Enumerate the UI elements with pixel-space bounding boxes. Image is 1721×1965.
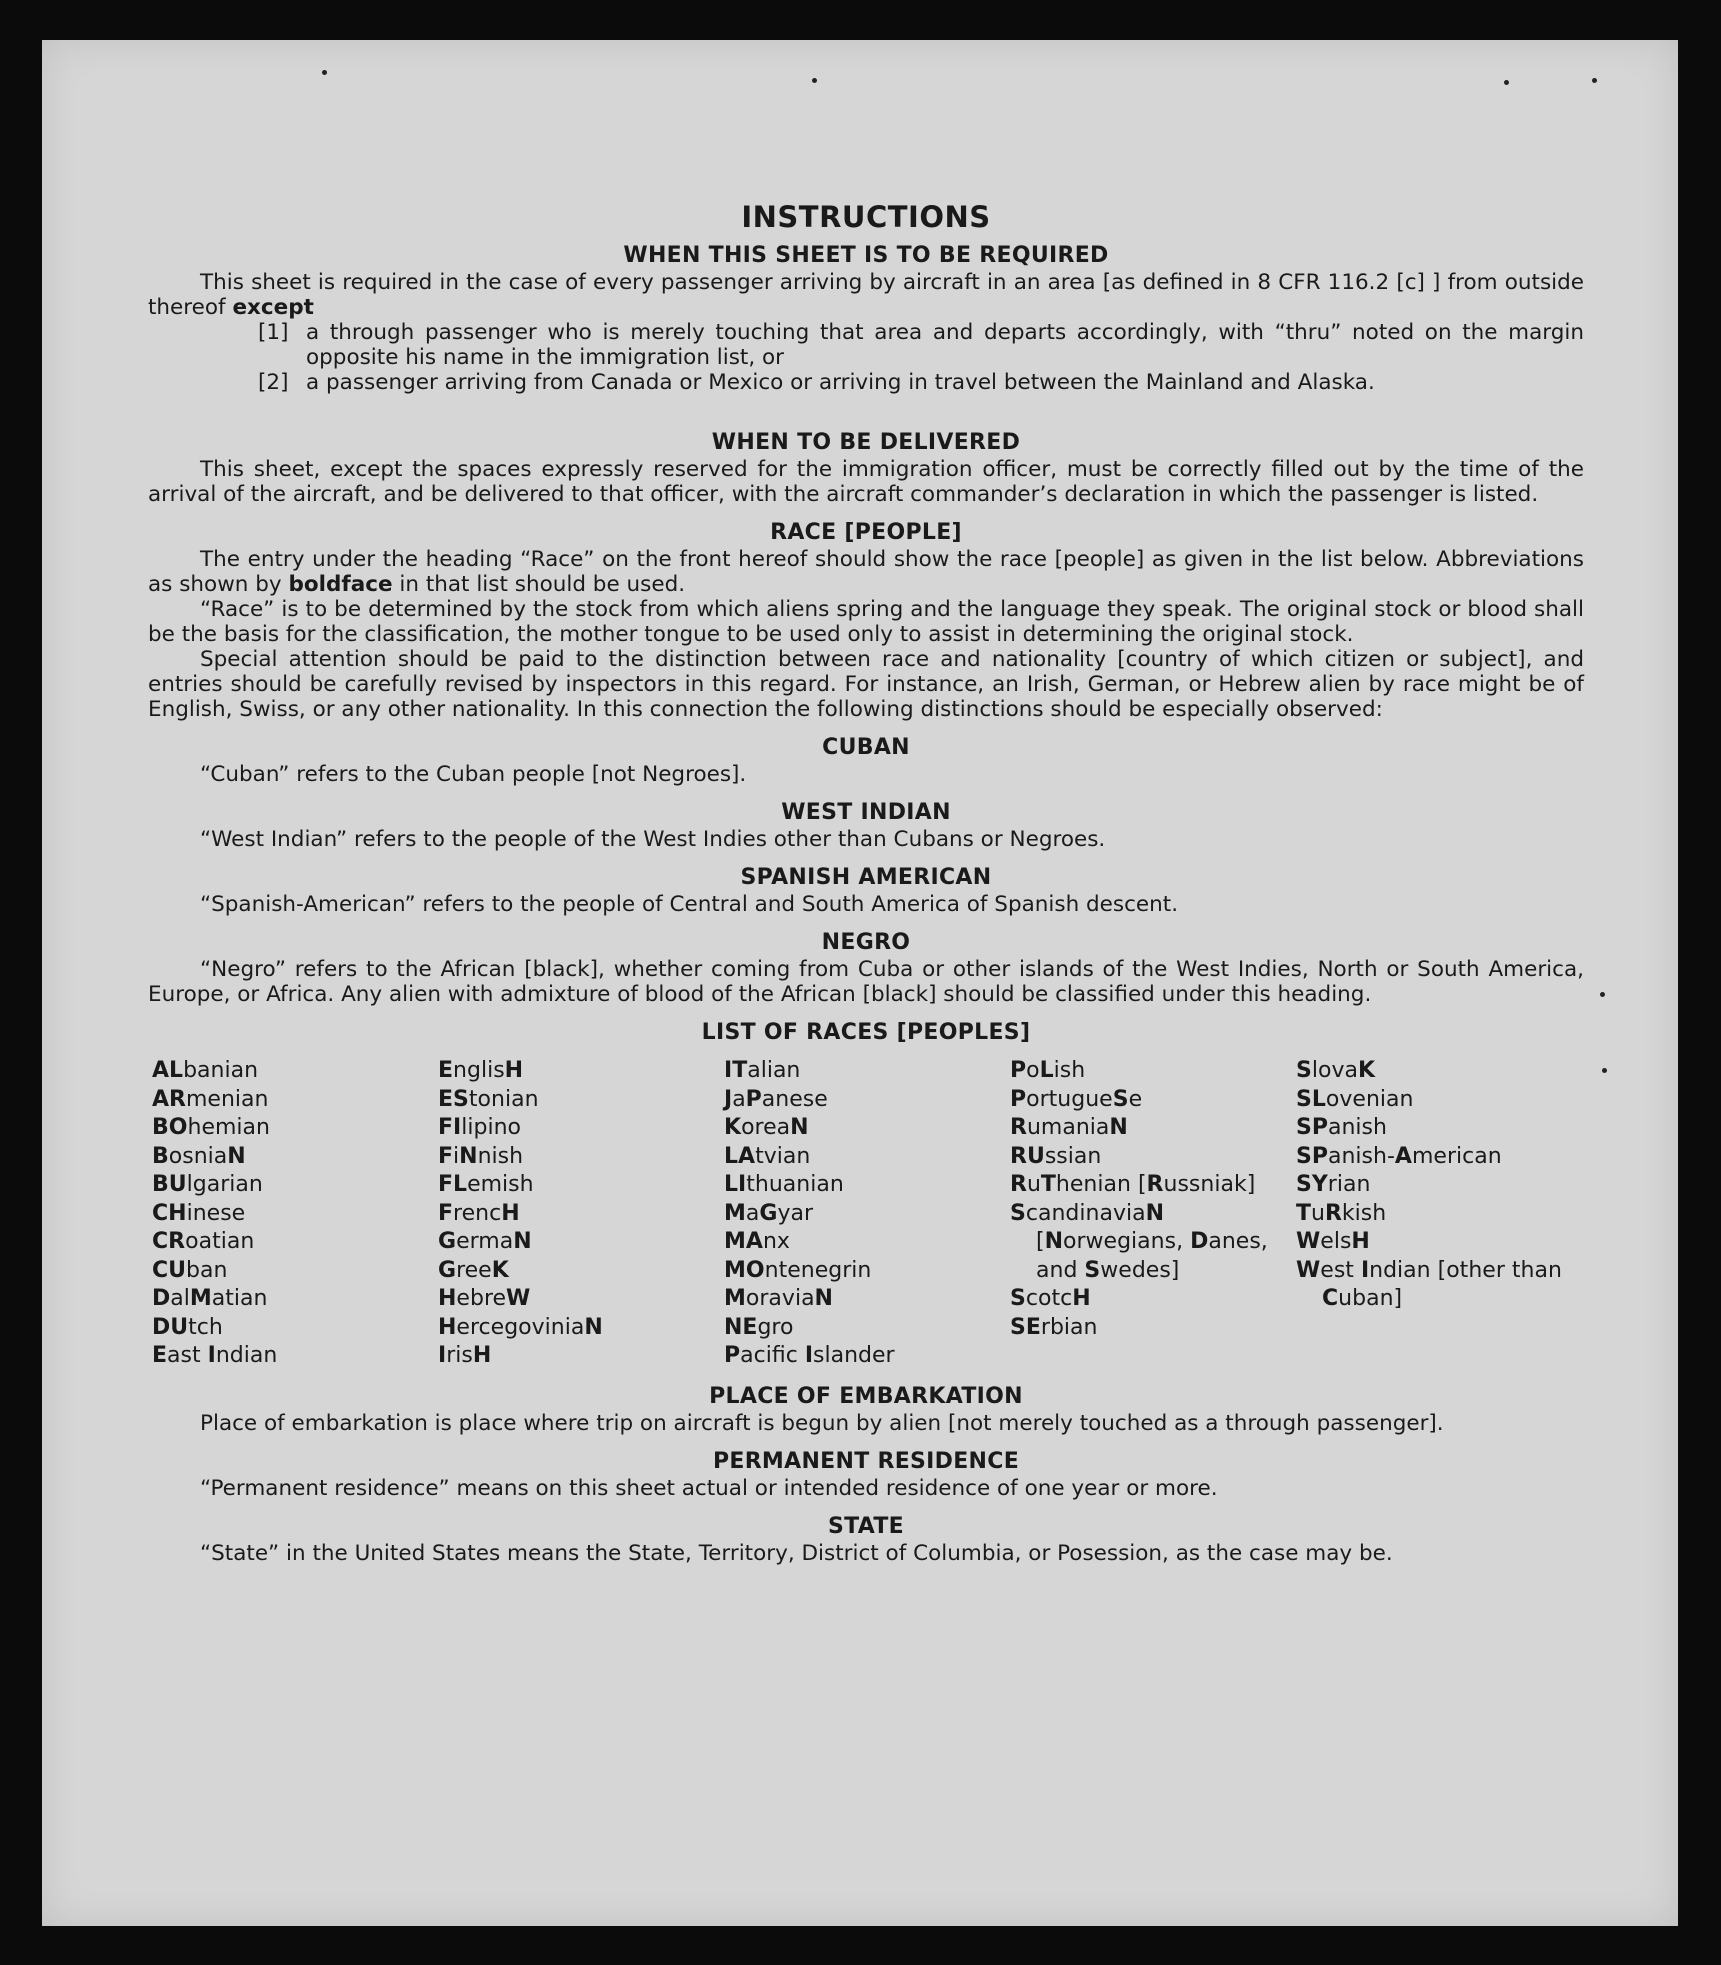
race-entry: BOhemian <box>152 1115 270 1140</box>
race-entry: GermaN <box>438 1229 532 1254</box>
race-entry: ScotcH <box>1010 1286 1091 1311</box>
race-entry: SPanish <box>1296 1115 1387 1140</box>
race-entry: West Indian [other than Cuban] <box>1296 1257 1562 1311</box>
heading-when-required: WHEN THIS SHEET IS TO BE REQUIRED <box>623 243 1109 268</box>
delivered-paragraph: This sheet, except the spaces expressly reserved for the immigration officer, must be correctly filled out by the time of the arrival of the aircraft, and be delivered to that officer, with the aircraft commander’s declaration in which the passenger is listed. <box>148 457 1584 507</box>
race-entry: East Indian <box>152 1343 278 1368</box>
race-entry: LIthuanian <box>724 1172 844 1197</box>
instructions-content <box>148 158 1584 1566</box>
race-entry: IrisH <box>438 1343 492 1368</box>
race-entry: LAtvian <box>724 1143 811 1169</box>
race-entry: BosniaN <box>152 1143 246 1169</box>
heading-permanent-residence: PERMANENT RESIDENCE <box>712 1448 1020 1474</box>
races-column-2 <box>438 1057 724 1371</box>
race-entry: SYrian <box>1296 1172 1371 1197</box>
race-entry: KoreaN <box>724 1115 809 1140</box>
race-entry: Pacifc Islander <box>724 1343 895 1368</box>
race-entry: CUban <box>152 1257 228 1283</box>
heading-spanish-american: SPANISH AMERICAN <box>740 865 992 890</box>
heading-race: RACE [PEOPLE] <box>770 520 962 545</box>
heading-embarkation: PLACE OF EMBARKATION <box>709 1383 1023 1409</box>
race-paragraph-2: “Race” is to be determined by the stock from which aliens spring and the language they speak. The original stock or blood shall be the basis for the classification, the mother tongue to be used only to assist in determining the original stock. <box>148 597 1584 647</box>
heading-when-delivered: WHEN TO BE DELIVERED <box>711 430 1021 455</box>
races-column-1 <box>152 1057 438 1371</box>
race-entry: ARmenian <box>152 1086 269 1112</box>
race-entry: SErbian <box>1010 1314 1098 1340</box>
west-indian-paragraph: “West Indian” refers to the people of the West Indies other than Cubans or Negroes. <box>200 827 1106 852</box>
race-entry: NEgro <box>724 1314 794 1340</box>
race-entry: HebreW <box>438 1286 531 1311</box>
race-entry: CHinese <box>152 1200 246 1226</box>
race-entry: CRoatian <box>152 1229 255 1254</box>
cuban-paragraph: “Cuban” refers to the Cuban people [not Negroes]. <box>200 762 747 787</box>
race-entry: ITalian <box>724 1058 801 1083</box>
negro-paragraph: “Negro” refers to the African [black], whether coming from Cuba or other islands of the West Indies, North or South America, Europe, or Africa. Any alien with admixture of blood of the African [black] should be classified under this heading. <box>148 957 1584 1007</box>
race-entry: DalMatian <box>152 1286 268 1311</box>
race-entry: MaGyar <box>724 1200 814 1226</box>
embarkation-paragraph: Place of embarkation is place where trip on aircraft is begun by alien [not merely touched as a through passenger]. <box>200 1410 1444 1436</box>
required-paragraph: This sheet is required in the case of every passenger arriving by aircraft in an area [as defined in 8 CFR 116.2 [c] ] from outside thereof except <box>148 270 1584 320</box>
race-entry: WelsH <box>1296 1229 1370 1254</box>
exception-item-1: [1] a through passenger who is merely touching that area and departs accordingly, with “thru” noted on the margin opposite his name in the immigration list, or <box>258 320 1584 370</box>
race-entry: BUlgarian <box>152 1172 263 1197</box>
page-title: INSTRUCTIONS <box>741 200 991 234</box>
race-entry: FIlipino <box>438 1115 521 1140</box>
race-entry: GreeK <box>438 1257 509 1283</box>
race-entry: ScandinaviaN [Norwegians, Danes, and Swedes] <box>1010 1200 1268 1283</box>
race-entry: ALbanian <box>152 1058 259 1083</box>
race-entry: RUssian <box>1010 1143 1102 1169</box>
race-entry: EStonian <box>438 1086 539 1112</box>
race-entry: EnglisH <box>438 1058 524 1083</box>
race-entry: TuRkish <box>1296 1200 1387 1226</box>
heading-cuban: CUBAN <box>822 735 910 760</box>
state-paragraph: “State” in the United States means the State, Territory, District of Columbia, or Posession, as the case may be. <box>200 1540 1393 1566</box>
race-entry: RuThenian [Russniak] <box>1010 1172 1256 1197</box>
race-entry: FrencH <box>438 1200 520 1226</box>
race-entry: MAnx <box>724 1229 790 1254</box>
race-entry: FLemish <box>438 1172 534 1197</box>
residence-paragraph: “Permanent residence” means on this sheet actual or intended residence of one year or more. <box>200 1475 1218 1501</box>
document-page <box>42 40 1678 1926</box>
race-entry: MOntenegrin <box>724 1257 872 1283</box>
races-column-4 <box>1010 1057 1296 1371</box>
spanish-american-paragraph: “Spanish-American” refers to the people of Central and South America of Spanish descent. <box>200 892 1179 917</box>
race-entry: JaPanese <box>724 1086 828 1112</box>
heading-list-of-races: LIST OF RACES [PEOPLES] <box>701 1020 1031 1045</box>
race-entry: SLovenian <box>1296 1086 1414 1112</box>
races-column-5 <box>1296 1057 1582 1371</box>
race-entry: HercegoviniaN <box>438 1314 603 1340</box>
race-entry: SlovaK <box>1296 1058 1376 1083</box>
race-entry: FiNnish <box>438 1143 524 1169</box>
race-entry: SPanish-American <box>1296 1143 1502 1169</box>
race-paragraph-1: The entry under the heading “Race” on the front hereof should show the race [people] as given in the list below. Abbreviations as shown by boldface in that list should be used. <box>148 547 1584 597</box>
heading-state: STATE <box>828 1513 904 1539</box>
races-list <box>152 1057 1584 1371</box>
race-entry: MoraviaN <box>724 1286 833 1311</box>
heading-negro: NEGRO <box>821 930 911 955</box>
exception-item-2: [2] a passenger arriving from Canada or Mexico or arriving in travel between the Mainland and Alaska. <box>258 370 1375 395</box>
heading-west-indian: WEST INDIAN <box>781 800 951 825</box>
race-entry: RumaniaN <box>1010 1115 1128 1140</box>
race-paragraph-3: Special attention should be paid to the distinction between race and nationality [country of which citizen or subject], and entries should be carefully revised by inspectors in this regard. For instance, an Irish, German, or Hebrew alien by race might be of English, Swiss, or any other nationality. In this connection the following distinctions should be especially observed: <box>148 647 1584 722</box>
race-entry: DUtch <box>152 1314 223 1340</box>
race-entry: PoLish <box>1010 1058 1086 1083</box>
race-entry: PortugueSe <box>1010 1086 1143 1112</box>
races-column-3 <box>724 1057 1010 1371</box>
